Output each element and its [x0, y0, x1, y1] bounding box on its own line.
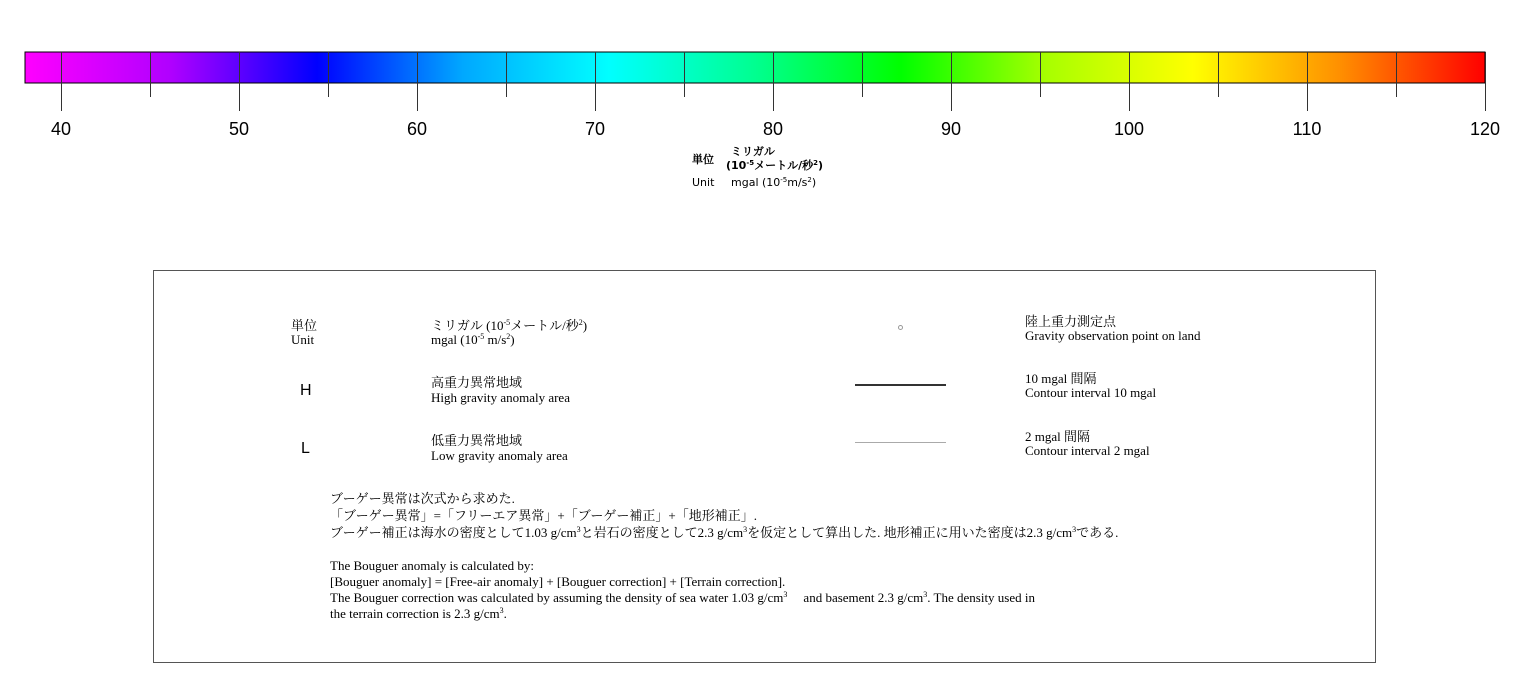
high-symbol: H	[300, 382, 312, 399]
note-jp-line-2: 「ブーゲー異常」=「フリーエア異常」+「ブーゲー補正」+「地形補正」.	[330, 508, 757, 523]
legend-contour2-en: Contour interval 2 mgal	[1025, 443, 1150, 458]
legend-point-en: Gravity observation point on land	[1025, 328, 1201, 343]
legend-low-jp: 低重力異常地域	[431, 433, 523, 448]
color-gradient	[25, 52, 1485, 83]
tick-label: 110	[1292, 119, 1322, 139]
legend-unit-value-en: mgal ($10^{-5}$ $m/s^2$)	[431, 332, 515, 347]
tick-label: 60	[406, 119, 428, 139]
colorbar-unit-en-formula: mgal $(10^{-5}m/s^2)$	[731, 176, 817, 189]
legend-low-en: Low gravity anomaly area	[431, 448, 568, 463]
note-jp-line-1: ブーゲー異常は次式から求めた.	[330, 491, 515, 506]
tick-label: 100	[1113, 119, 1145, 139]
legend-unit-value-jp: ミリガル ($10^{-5}$メートル/秒$^2$)	[431, 318, 588, 333]
note-jp-line-3: ブーゲー補正は海水の密度として1.03 $g/cm^3$と岩石の密度として2.3 $g/cm^3$を仮定として算出した. 地形補正に用いた密度は2.3 $g/cm^3$である.	[330, 525, 1119, 540]
tick-label: 40	[50, 119, 72, 139]
colorbar-unit-en-label: Unit	[692, 176, 715, 189]
contour-10-line-symbol	[855, 384, 946, 386]
colorbar-unit-jp-label: 単位	[692, 153, 714, 166]
color-scale-bar	[0, 0, 1524, 120]
tick-label: 80	[762, 119, 784, 139]
legend-unit-label-jp: 単位	[291, 318, 318, 333]
note-en-line-4: the terrain correction is 2.3 $g/cm^3$.	[330, 606, 507, 621]
legend-unit-label-en: Unit	[291, 332, 315, 347]
colorbar-unit-jp-name: ミリガル	[731, 145, 775, 158]
legend-contour10-jp: 10 mgal 間隔	[1025, 371, 1097, 386]
note-en-line-1: The Bouguer anomaly is calculated by:	[330, 558, 534, 573]
legend-contour2-jp: 2 mgal 間隔	[1025, 429, 1090, 444]
legend-box	[153, 270, 1376, 663]
low-symbol: L	[301, 440, 310, 457]
contour-2-line-symbol	[855, 442, 946, 443]
observation-point-symbol	[898, 325, 903, 330]
legend-high-jp: 高重力異常地域	[431, 375, 523, 390]
tick-label: 90	[940, 119, 962, 139]
legend-high-en: High gravity anomaly area	[431, 390, 570, 405]
tick-label: 70	[584, 119, 606, 139]
tick-label: 50	[228, 119, 250, 139]
note-en-line-2: [Bouguer anomaly] = [Free-air anomaly] + [Bouguer correction] + [Terrain correction].	[330, 574, 786, 589]
legend-point-jp: 陸上重力測定点	[1025, 314, 1117, 329]
note-en-line-3: The Bouguer correction was calculated by assuming the density of sea water 1.03 $g/cm^3$ and basement 2.3 $g/cm^3$. The density used in	[330, 590, 1036, 605]
tick-label: 120	[1469, 119, 1501, 139]
legend-contour10-en: Contour interval 10 mgal	[1025, 385, 1157, 400]
colorbar-unit-jp-formula: ($10^{-5}$メートル/秒$^2$)	[726, 159, 824, 172]
